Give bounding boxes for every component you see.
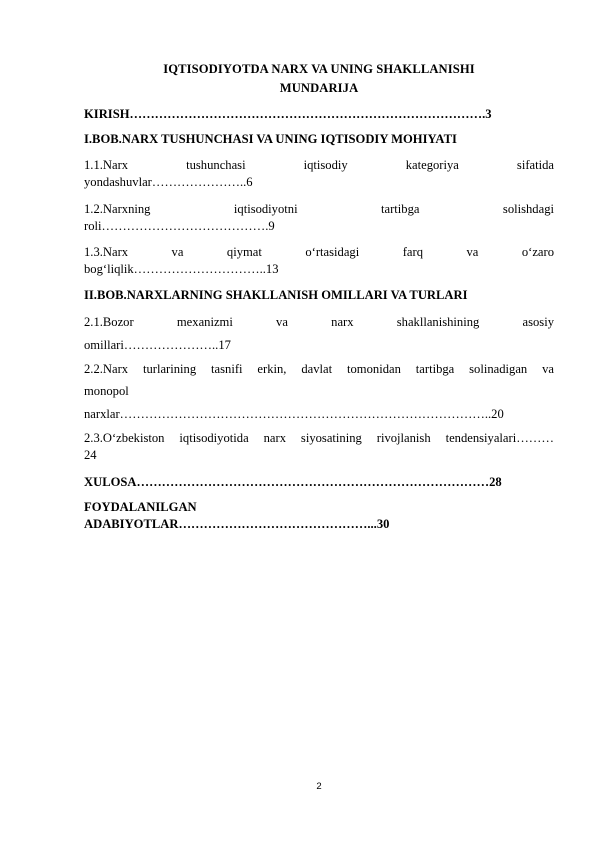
toc-entry-1-3-line1: 1.3.Narx va qiymat o‘rtasidagi farq va o‘zaro [84,245,554,259]
document-title: IQTISODIYOTDA NARX VA UNING SHAKLLANISHI [163,62,475,76]
toc-entry-1-3-line2: bog‘liqlik…………………………..13 [84,262,279,276]
toc-entry-2-3-line1: 2.3.O‘zbekiston iqtisodiyotida narx siyosatining rivojlanish tendensiyalari……… [84,431,554,445]
document-page [84,0,554,842]
toc-entry-references-line2: ADABIYOTLAR………………………………………...30 [84,517,390,531]
toc-entry-references-line1: FOYDALANILGAN [84,500,197,514]
toc-entry-2-1-line2: omillari…………………..17 [84,338,231,352]
toc-entry-2-1-line1: 2.1.Bozor mexanizmi va narx shakllanishining asosiy [84,315,554,329]
toc-entry-1-2-line2: roli………………………………….9 [84,219,275,233]
toc-entry-xulosa: XULOSA…………………………………………………………………………28 [84,475,502,489]
toc-entry-kirish: KIRISH………………………………………………………………………….3 [84,107,492,121]
toc-entry-2-3-line2: 24 [84,448,97,462]
toc-heading: MUNDARIJA [279,81,359,95]
toc-entry-2-2-line1: 2.2.Narx turlarining tasnifi erkin, davlat tomonidan tartibga solinadigan va [84,362,554,376]
toc-entry-1-1-line2: yondashuvlar…………………..6 [84,175,253,189]
toc-entry-2-2-line3: narxlar……………………………………………………………………………..20 [84,407,504,421]
toc-entry-2-2-line2: monopol [84,384,129,398]
toc-entry-1-2-line1: 1.2.Narxning iqtisodiyotni tartibga solishdagi [84,202,554,216]
page-number: 2 [316,781,322,792]
toc-entry-1-1-line1: 1.1.Narx tushunchasi iqtisodiy kategoriya sifatida [84,158,554,172]
toc-chapter-2: II.BOB.NARXLARNING SHAKLLANISH OMILLARI VA TURLARI [84,288,468,302]
toc-chapter-1: I.BOB.NARX TUSHUNCHASI VA UNING IQTISODIY MOHIYATI [84,132,457,146]
